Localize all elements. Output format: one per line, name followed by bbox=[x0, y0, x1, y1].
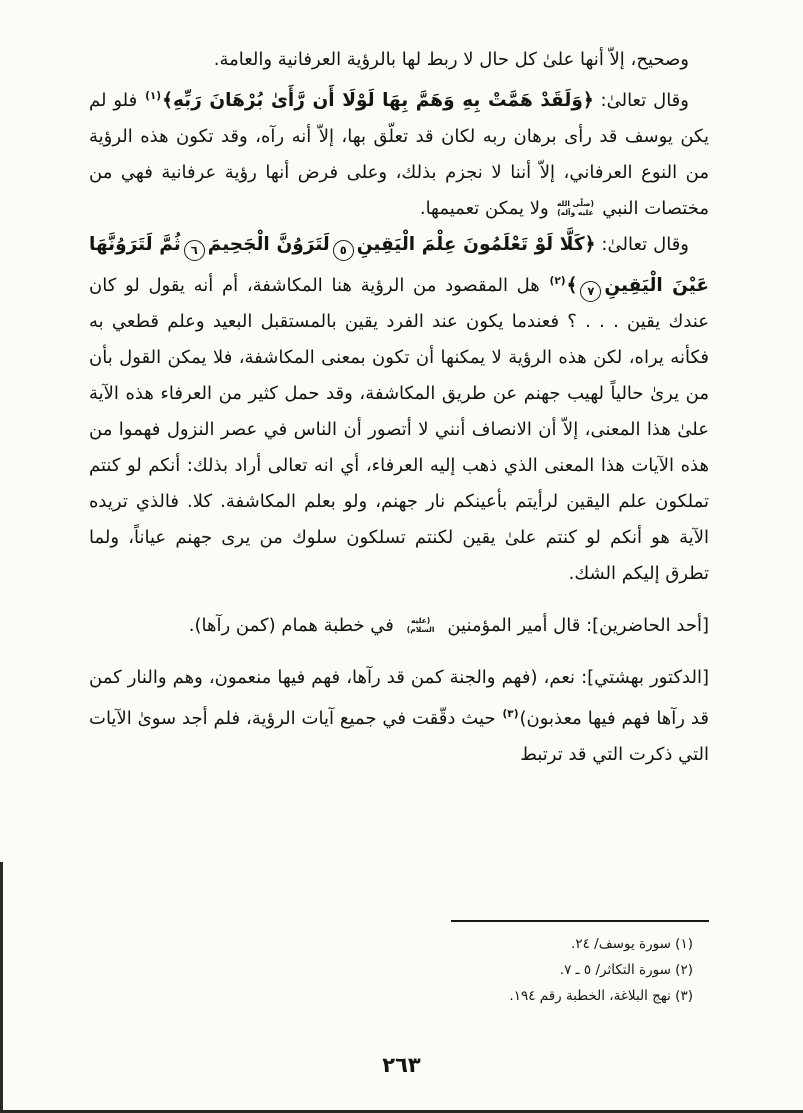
footnote-separator-rule bbox=[451, 920, 709, 922]
honorific-symbol: (صلّى الله عليه وآله) bbox=[557, 199, 594, 217]
paragraph bbox=[89, 227, 709, 592]
paragraph bbox=[89, 660, 709, 773]
quran-verse: ﴾ bbox=[566, 275, 578, 296]
body-text-run: [الدكتور بهشتي]: نعم، (فهم والجنة كمن قد رآها، فهم فيها منعمون، وهم والنار كمن قد رآها فهم فيها معذبون) bbox=[89, 667, 709, 729]
paragraph bbox=[89, 78, 709, 227]
body-text-run: في خطبة همام (كمن رآها). bbox=[188, 615, 400, 636]
body-text-run: [أحد الحاضرين]: قال أمير المؤمنين bbox=[441, 615, 709, 636]
body-text-run: وصحيح، إلاّ أنها علىٰ كل حال لا ربط لها بالرؤية العرفانية والعامة. bbox=[213, 49, 689, 70]
body-text-run: هل المقصود من الرؤية هنا المكاشفة، أم أنه يقول لو كان عندك يقين . . . ؟ فعندما يكون عند الفرد يقين بالمستقبل البعيد وعلم قطعي به فكأنه يراه، لكن هذه الرؤية لا يمكنها أن تكون بمعنى المكاشفة، فلا يمكن القول بأن من يرىٰ حالياً لهيب جهنم عن طريق المكاشفة، وقد حمل كثير من العرفاء هذه الآية علىٰ هذا المعنى، إلاّ أن الانصاف أنني لا أتصور أن الناس في عصر النزول فهموا من هذه الآيات هذا المعنى الذي ذهب إليه العرفاء، أي انه تعالى أراد بذلك: أنكم لو كنتم تملكون علم اليقين لرأيتم بأعينكم نار جهنم، ولو بعلم المكاشفة. كلا. فالذي تريده الآية هو أنكم لو كنتم علىٰ يقين لكنتم تسلكون سلوك من يرى جهنم عياناً، ولما تطرق إليكم الشك. bbox=[89, 275, 709, 584]
footnote-reference: (٣) bbox=[502, 708, 519, 720]
footnote-reference: (٢) bbox=[549, 275, 566, 287]
footnote: (١) سورة يوسف/ ٢٤. bbox=[571, 936, 693, 952]
quran-verse: لَتَرَوُنَّ الْجَحِيمَ bbox=[207, 234, 330, 255]
footnote: (٣) نهج البلاغة، الخطبة رقم ١٩٤. bbox=[509, 988, 693, 1004]
body-text-run: وقال تعالىٰ: bbox=[593, 90, 689, 111]
paragraph bbox=[89, 42, 709, 78]
body-text-run: وقال تعالىٰ: bbox=[595, 234, 689, 255]
scan-edge-artifact-left bbox=[0, 862, 3, 1113]
footnote-reference: (١) bbox=[145, 90, 162, 102]
ayah-number-mark: ٥ bbox=[333, 240, 354, 261]
ayah-number-mark: ٦ bbox=[184, 240, 205, 261]
paragraph bbox=[89, 608, 709, 644]
quran-verse: ﴿وَلَقَدْ هَمَّتْ بِهِ وَهَمَّ بِهَا لَوْلَا أَن رَّأَىٰ بُرْهَانَ رَبِّهِ﴾ bbox=[162, 90, 594, 111]
honorific-symbol: (عليه السلام) bbox=[406, 616, 435, 634]
page-number: ٢٦٣ bbox=[382, 1053, 421, 1077]
text-block bbox=[89, 42, 709, 773]
body-text-run: ولا يمكن تعميمها. bbox=[419, 198, 555, 219]
footnotes-section bbox=[89, 920, 709, 1009]
paragraphs-container bbox=[89, 42, 709, 773]
quran-verse: ﴿كَلَّا لَوْ تَعْلَمُونَ عِلْمَ الْيَقِينِ bbox=[356, 234, 596, 255]
ayah-number-mark: ٧ bbox=[580, 281, 601, 302]
footnote: (٢) سورة التكاثر/ ٥ ـ ٧. bbox=[559, 962, 693, 978]
quran-verse: ثُمَّ لَتَرَوُنَّهَا عَيْنَ الْيَقِينِ bbox=[89, 234, 709, 296]
body-text-run: حيث دقّقت في جميع آيات الرؤية، فلم أجد سوىٰ الآيات التي ذكرت التي قد ترتبط bbox=[89, 708, 709, 765]
body-text-run: فلو لم يكن يوسف قد رأى برهان ربه لكان قد تعلّق بها، إلاّ أنه رآه، وقد تكون هذه الرؤية من النوع العرفاني، إلاّ أننا لا نجزم بذلك، وعلى فرض أنها رؤية عرفانية فهي من مختصات النبي bbox=[89, 90, 709, 219]
